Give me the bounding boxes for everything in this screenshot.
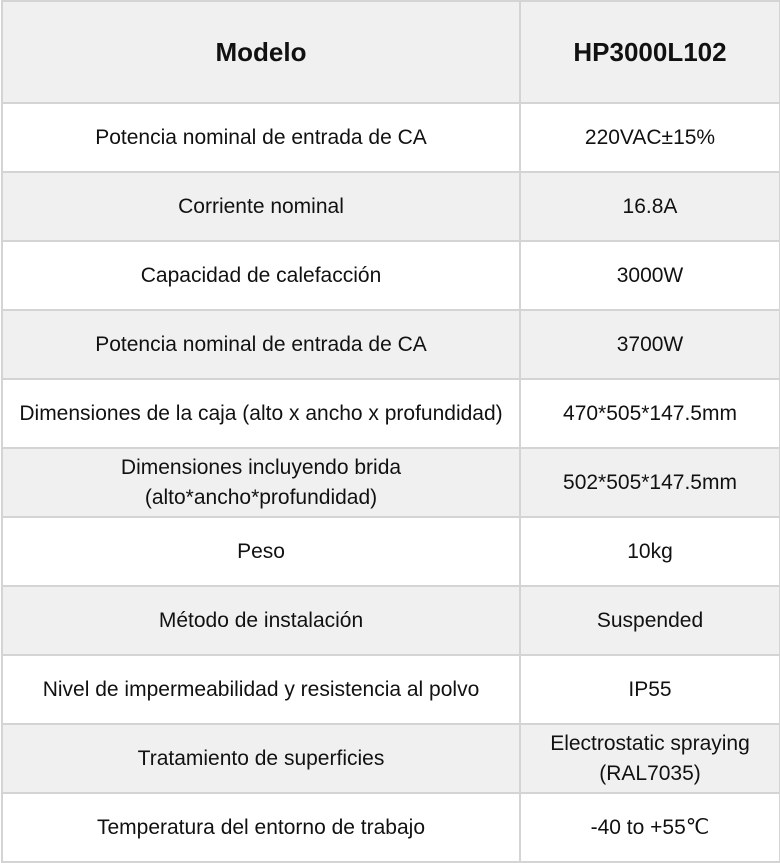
table-row bbox=[2, 172, 780, 241]
row-value-cell: 220VAC±15% bbox=[520, 103, 780, 172]
header-label-cell: Modelo bbox=[2, 1, 520, 103]
table-row bbox=[2, 793, 780, 862]
table-row bbox=[2, 586, 780, 655]
table-row bbox=[2, 241, 780, 310]
table-row bbox=[2, 448, 780, 517]
table-header-row bbox=[2, 1, 780, 103]
row-value-cell: -40 to +55℃ bbox=[520, 793, 780, 862]
row-label-cell: Peso bbox=[2, 517, 520, 586]
row-label-cell: Dimensiones de la caja (alto x ancho x profundidad) bbox=[2, 379, 520, 448]
table-row bbox=[2, 103, 780, 172]
row-label-cell: Capacidad de calefacción bbox=[2, 241, 520, 310]
row-label-cell: Nivel de impermeabilidad y resistencia al polvo bbox=[2, 655, 520, 724]
row-value-cell: IP55 bbox=[520, 655, 780, 724]
row-value-cell: 10kg bbox=[520, 517, 780, 586]
row-label-cell: Potencia nominal de entrada de CA bbox=[2, 310, 520, 379]
row-value-cell: Suspended bbox=[520, 586, 780, 655]
spec-table bbox=[1, 0, 780, 863]
row-value-cell: 16.8A bbox=[520, 172, 780, 241]
row-value-cell: 3700W bbox=[520, 310, 780, 379]
header-value-cell: HP3000L102 bbox=[520, 1, 780, 103]
row-value-cell: 470*505*147.5mm bbox=[520, 379, 780, 448]
row-label-cell: Dimensiones incluyendo brida (alto*ancho*profundidad) bbox=[2, 448, 520, 517]
row-label-cell: Tratamiento de superficies bbox=[2, 724, 520, 793]
table-row bbox=[2, 724, 780, 793]
row-value-cell: Electrostatic spraying (RAL7035) bbox=[520, 724, 780, 793]
row-label-cell: Corriente nominal bbox=[2, 172, 520, 241]
row-label-cell: Potencia nominal de entrada de CA bbox=[2, 103, 520, 172]
table-row bbox=[2, 655, 780, 724]
row-value-cell: 3000W bbox=[520, 241, 780, 310]
table-row bbox=[2, 517, 780, 586]
row-label-cell: Método de instalación bbox=[2, 586, 520, 655]
row-value-cell: 502*505*147.5mm bbox=[520, 448, 780, 517]
table-row bbox=[2, 379, 780, 448]
row-label-cell: Temperatura del entorno de trabajo bbox=[2, 793, 520, 862]
table-row bbox=[2, 310, 780, 379]
